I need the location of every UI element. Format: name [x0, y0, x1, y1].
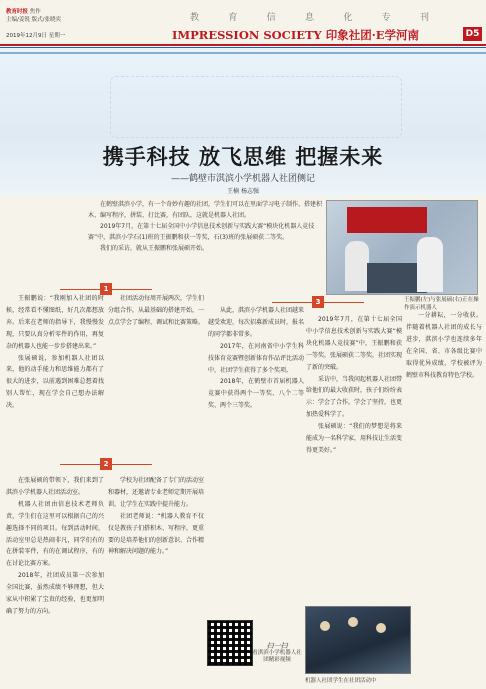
qr-caption-signature: 扫一扫 — [266, 642, 288, 650]
body-paragraph: 张展硕说：“我们的梦想是将来能成为一名科学家，用科技让生活变得更美好。” — [306, 423, 402, 454]
category-char: 刊 — [419, 13, 430, 23]
intro-paragraph: 我们的采访，就从王振鹏和张展硕开始。 — [100, 245, 209, 252]
club-activity-photo — [305, 606, 411, 674]
section-number-badge: 2 — [100, 458, 112, 470]
body-paragraph: 在张展硕的带领下，我们来到了淇滨小学机器人社团活动室。 — [6, 477, 104, 496]
intro-paragraph: 2019年7月，在第十七届全国中小学信息技术创新与实践大赛“模块化机器人竞技赛”中，淇滨小学石(1)班的王振鹏和获一等奖，石(3)班的张展硕获二等奖。 — [88, 223, 315, 241]
issue-date: 2019年12月9日 — [6, 33, 47, 39]
category-char: 教 — [190, 13, 201, 23]
body-paragraph: 社团老师说：“机器人教育不仅仅是教孩子们搭积木、写程序，更重要的是培养他们的创新意识、合作精神和解决问题的能力。” — [108, 512, 204, 556]
photo-student-right — [417, 237, 443, 292]
article-subtitle: ——鹤壁市淇滨小学机器人社团侧记 — [170, 174, 315, 184]
body-paragraph: 学校为社团配备了专门的活动室和器材，还邀请专业老师定期开展培训，让学生在实践中提升能力。 — [108, 477, 204, 508]
body-paragraph: 一分耕耘，一分收获。伴随着机器人社团的成长与进步，淇滨小学也连续多年在全国、省、市各级比赛中取得优异成绩，学校被评为鹤壁市科技教育特色学校。 — [406, 312, 482, 379]
section-2-col-a — [6, 475, 104, 680]
article-title: 携手科技 放飞思维 把握未来 — [102, 145, 384, 169]
body-paragraph: 采访中，当我问起机器人社团带给他们的最大收获时，孩子们纷纷表示：学会了合作，学会了坚持，也更加热爱科学了。 — [306, 375, 402, 419]
category-char: 化 — [343, 13, 354, 23]
robot-demo-photo — [326, 200, 478, 295]
page-header — [0, 0, 486, 46]
qr-code[interactable] — [207, 620, 253, 666]
intro-paragraph: 在鹤壁淇滨小学，有一个奇妙有趣的社团，学生们可以在里面学习电子制作、搭建积木、编写程序，拼装、打比赛，有团队，这就是机器人社团。 — [88, 201, 323, 219]
body-paragraph: 2017年，在河南省中小学生科技体育竞赛暨创新体育作品评比活动中，社团学生获得了多个奖项。 — [208, 342, 304, 374]
body-paragraph: 机器人社团由信息技术老师负责，学生们在这里可以根据自己的兴趣选择不同的项目。每到活动时间，活动室里总是热闹非凡，同学们有的在拼装零件，有的在调试程序，有的在讨论比赛方案。 — [6, 500, 104, 568]
section-number-badge: 1 — [100, 283, 112, 295]
photo-backdrop-board — [347, 207, 427, 233]
category-char: 专 — [381, 13, 392, 23]
body-paragraph: 从此，淇滨小学机器人社团越来越受欢迎，每次招募新成员时，报名的同学都非常多。 — [208, 307, 304, 338]
section-1-col-b — [108, 293, 204, 441]
photo-person — [348, 617, 358, 627]
body-paragraph: 2018年，在鹤壁市首届机器人竞赛中获得两个一等奖、八个二等奖、两个三等奖。 — [208, 378, 304, 410]
photo-person — [376, 623, 386, 633]
category-char: 信 — [266, 13, 277, 23]
bottom-photo-caption: 机器人社团学生在社团活动中 — [305, 678, 377, 684]
credits: 主编/姜锐 版式/张晓宾 — [6, 17, 61, 23]
article-byline: 王楠 杨志强 — [227, 188, 259, 195]
section-1-col-a — [6, 293, 104, 441]
category-char: 育 — [228, 13, 239, 23]
masthead-info — [6, 8, 124, 39]
section-3-col-a — [208, 305, 304, 615]
body-paragraph: 社团活动每周开展两次，学生们分组合作，从最基础的搭建开始，一点点学会了编程、调试和比赛策略。 — [108, 295, 204, 326]
photo-person — [320, 621, 330, 631]
banner-decoration — [110, 76, 402, 138]
qr-caption-text: 看淇滨小学机器人社团精彩视频 — [252, 650, 302, 663]
page-number: D5 — [463, 27, 482, 41]
section-title: IMPRESSION SOCIETY 印象社团·E学河南 — [172, 28, 420, 42]
photo-student-left — [345, 241, 369, 291]
qr-caption — [250, 643, 304, 664]
section-2-col-b — [108, 475, 204, 680]
body-paragraph: 2019年7月，在第十七届全国中小学信息技术创新与实践大赛“模块化机器人竞技赛”中，王振鹏和获一等奖，张展硕获二等奖，社团实现了新的突破。 — [306, 316, 402, 371]
paper-name: 教育时报 — [6, 9, 29, 15]
body-paragraph: 张展硕说，参加机器人社团以来，他的动手能力和思维能力都有了很大的进步，以前遇到困难总想着找别人帮忙，现在学会自己想办法解决。 — [6, 354, 104, 410]
category-char: 息 — [304, 13, 315, 23]
section-number-badge: 3 — [312, 296, 324, 308]
photo-caption: 王振鹏(左)与张展硕(右)正在操作演示机器人 — [404, 297, 479, 311]
column-categories — [190, 10, 430, 23]
body-paragraph: 2018年，社团成员第一次参加全国比赛，虽然成绩不够理想，但大家从中积累了宝贵的经验，也更加明确了努力的方向。 — [6, 572, 104, 615]
banner-stripe — [0, 52, 486, 54]
section-3-col-b — [306, 314, 402, 604]
section-3-col-c — [406, 310, 482, 680]
header-divider — [0, 44, 486, 46]
issue-weekday: 星期一 — [48, 33, 66, 39]
paper-tag: 焦作 — [29, 9, 41, 15]
body-paragraph: 王振鹏说：“我刚加入社团的时候，经常看不懂图纸，好几次都想放弃。后来在老师的指导下，我慢慢发现，只要认真分析零件的作用，再复杂的机器人也能一步步搭建出来。” — [6, 295, 104, 350]
article-intro — [88, 199, 323, 254]
